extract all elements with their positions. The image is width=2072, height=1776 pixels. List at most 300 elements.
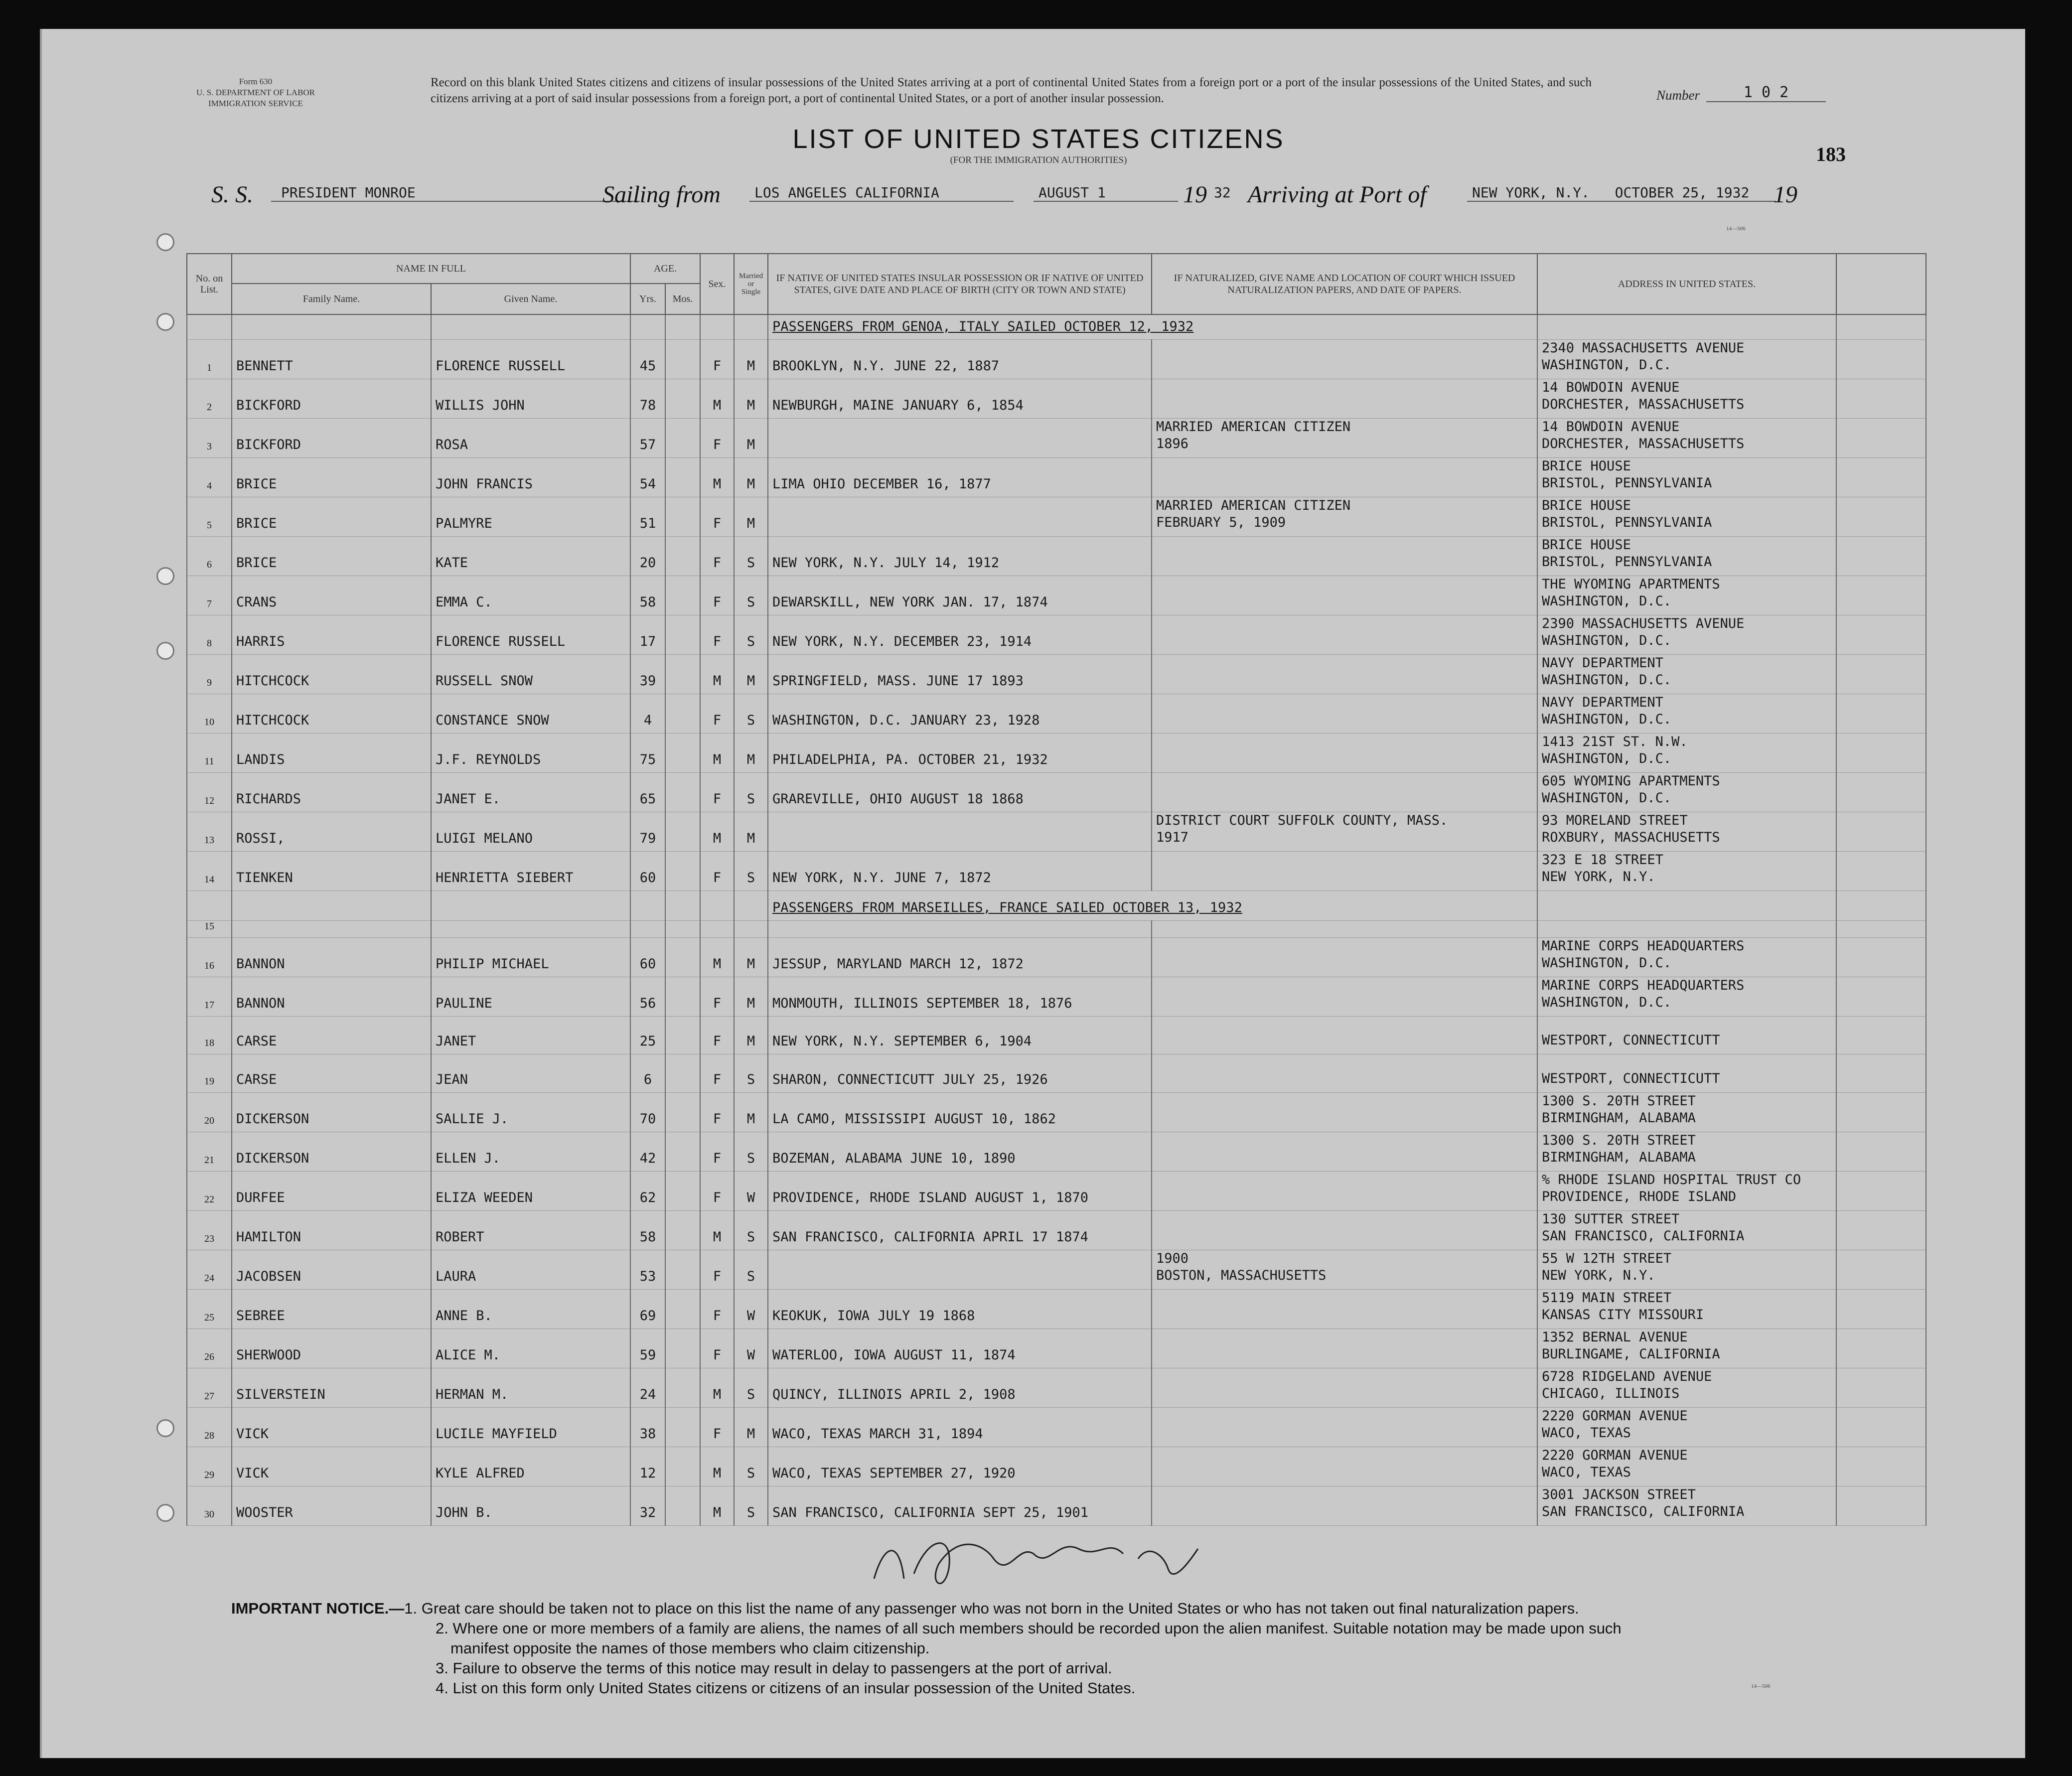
naturalization-cell xyxy=(1152,851,1537,890)
age-months-cell xyxy=(665,497,700,536)
punch-hole xyxy=(156,313,174,331)
family-name-cell: HAMILTON xyxy=(232,1210,431,1250)
blank-cell xyxy=(1836,772,1926,812)
given-name-cell: HERMAN M. xyxy=(431,1368,630,1407)
address-cell xyxy=(1537,1250,1836,1289)
section-heading-genoa: PASSENGERS FROM GENOA, ITALY SAILED OCTOBER 12, 1932 xyxy=(768,314,1537,339)
address-line-1: 6728 RIDGELAND AVENUE xyxy=(1542,1368,1712,1384)
address-line-2: DORCHESTER, MASSACHUSETTS xyxy=(1542,396,1745,412)
naturalization-cell xyxy=(1152,654,1537,694)
birth-place-date-cell: JESSUP, MARYLAND MARCH 12, 1872 xyxy=(768,937,1152,977)
age-months-cell xyxy=(665,576,700,615)
blank-cell xyxy=(1836,851,1926,890)
address-line-2: WASHINGTON, D.C. xyxy=(1542,593,1672,609)
sex-cell: F xyxy=(700,576,734,615)
table-row xyxy=(187,694,1926,733)
birth-place-date-cell xyxy=(768,418,1152,457)
sex-cell: M xyxy=(700,1447,734,1486)
row-number-cell: 29 xyxy=(187,1447,232,1486)
naturalization-cell xyxy=(1152,920,1537,937)
birth-place-date-cell: BROOKLYN, N.Y. JUNE 22, 1887 xyxy=(768,339,1152,379)
address-line-1: NAVY DEPARTMENT xyxy=(1542,655,1663,671)
naturalization-cell xyxy=(1152,977,1537,1016)
row-number-cell: 4 xyxy=(187,457,232,497)
address-line-2: WACO, TEXAS xyxy=(1542,1464,1631,1480)
sex-cell: M xyxy=(700,379,734,418)
naturalization-cell xyxy=(1152,733,1537,772)
punch-hole xyxy=(156,642,174,660)
address-cell xyxy=(1537,615,1836,654)
age-months-cell xyxy=(665,1132,700,1171)
row-number-cell: 2 xyxy=(187,379,232,418)
table-row xyxy=(187,1447,1926,1486)
notice-item-3: 3. Failure to observe the terms of this notice may result in delay to passengers at the port of arrival. xyxy=(436,1659,1112,1677)
sex-cell: F xyxy=(700,772,734,812)
marital-status-cell: S xyxy=(734,1486,768,1525)
address-line-1: 55 W 12TH STREET xyxy=(1542,1250,1672,1266)
address-cell xyxy=(1537,457,1836,497)
naturalization-cell xyxy=(1152,418,1537,457)
table-row xyxy=(187,1486,1926,1525)
col-no-header: No. on List. xyxy=(187,254,232,314)
address-line-2: WASHINGTON, D.C. xyxy=(1542,790,1672,806)
family-name-cell: CARSE xyxy=(232,1054,431,1093)
age-years-cell: 45 xyxy=(630,339,665,379)
year-suffix: 32 xyxy=(1214,184,1231,201)
age-years-cell: 17 xyxy=(630,615,665,654)
blank-cell xyxy=(1836,1407,1926,1447)
address-line-2: WESTPORT, CONNECTICUTT xyxy=(1542,1070,1720,1086)
form-code-top: 14—506 xyxy=(1726,226,1746,232)
address-line-2: BRISTOL, PENNSYLVANIA xyxy=(1542,514,1712,530)
naturalization-line-1: MARRIED AMERICAN CITIZEN xyxy=(1156,419,1351,435)
age-years-cell: 59 xyxy=(630,1329,665,1368)
row-number-cell: 11 xyxy=(187,733,232,772)
given-name-cell: JANET E. xyxy=(431,772,630,812)
age-months-cell xyxy=(665,1210,700,1250)
number-value: 1 0 2 xyxy=(1706,84,1826,102)
birth-place-date-cell: QUINCY, ILLINOIS APRIL 2, 1908 xyxy=(768,1368,1152,1407)
marital-status-cell: M xyxy=(734,379,768,418)
address-line-2: SAN FRANCISCO, CALIFORNIA xyxy=(1542,1228,1745,1244)
age-months-cell xyxy=(665,1092,700,1132)
naturalization-cell xyxy=(1152,1054,1537,1093)
marital-status-cell: S xyxy=(734,615,768,654)
address-line-1: BRICE HOUSE xyxy=(1542,458,1631,474)
marital-status-cell: S xyxy=(734,772,768,812)
row-number-cell: 12 xyxy=(187,772,232,812)
table-row xyxy=(187,536,1926,576)
naturalization-line-1: DISTRICT COURT SUFFOLK COUNTY, MASS. xyxy=(1156,812,1448,828)
table-row xyxy=(187,977,1926,1016)
naturalization-cell xyxy=(1152,339,1537,379)
marital-status-cell: S xyxy=(734,1132,768,1171)
sex-cell: F xyxy=(700,694,734,733)
table-row xyxy=(187,1329,1926,1368)
given-name-cell: ELIZA WEEDEN xyxy=(431,1171,630,1210)
blank-cell xyxy=(1836,694,1926,733)
ss-label: S. S. xyxy=(211,181,253,208)
age-months-cell xyxy=(665,812,700,851)
table-row xyxy=(187,615,1926,654)
age-years-cell: 58 xyxy=(630,576,665,615)
row-number-cell: 1 xyxy=(187,339,232,379)
address-line-1: 1352 BERNAL AVENUE xyxy=(1542,1329,1688,1345)
blank-cell xyxy=(1836,379,1926,418)
section-heading-marseilles: PASSENGERS FROM MARSEILLES, FRANCE SAILED OCTOBER 13, 1932 xyxy=(768,890,1537,920)
address-line-1: 1300 S. 20TH STREET xyxy=(1542,1132,1696,1148)
age-years-cell: 75 xyxy=(630,733,665,772)
given-name-cell: PAULINE xyxy=(431,977,630,1016)
address-cell xyxy=(1537,339,1836,379)
sex-cell: F xyxy=(700,418,734,457)
address-line-2: WASHINGTON, D.C. xyxy=(1542,357,1672,373)
sex-cell: F xyxy=(700,1092,734,1132)
address-line-2: WESTPORT, CONNECTICUTT xyxy=(1542,1033,1720,1048)
age-months-cell xyxy=(665,615,700,654)
col-blank-header xyxy=(1836,254,1926,314)
age-years-cell: 42 xyxy=(630,1132,665,1171)
blank-cell xyxy=(1836,1210,1926,1250)
address-line-2: CHICAGO, ILLINOIS xyxy=(1542,1385,1680,1401)
family-name-cell: BRICE xyxy=(232,497,431,536)
address-cell xyxy=(1537,418,1836,457)
page-title: LIST OF UNITED STATES CITIZENS xyxy=(792,124,1285,154)
sex-cell: M xyxy=(700,1210,734,1250)
header-row-top xyxy=(187,254,1926,284)
address-line-1: 2390 MASSACHUSETTS AVENUE xyxy=(1542,615,1745,631)
table-row xyxy=(187,772,1926,812)
marital-status-cell: W xyxy=(734,1171,768,1210)
marital-status-cell: S xyxy=(734,1368,768,1407)
manifest-page xyxy=(40,29,2025,1758)
form-id xyxy=(196,76,315,109)
naturalization-cell xyxy=(1152,1016,1537,1054)
service: IMMIGRATION SERVICE xyxy=(208,99,303,108)
table-row xyxy=(187,654,1926,694)
birth-place-date-cell: NEW YORK, N.Y. JULY 14, 1912 xyxy=(768,536,1152,576)
birth-place-date-cell: WASHINGTON, D.C. JANUARY 23, 1928 xyxy=(768,694,1152,733)
marital-status-cell: M xyxy=(734,1016,768,1054)
row-number-cell: 13 xyxy=(187,812,232,851)
col-sex-header: Sex. xyxy=(700,254,734,314)
naturalization-line-2: 1917 xyxy=(1156,829,1189,845)
birth-place-date-cell: LIMA OHIO DECEMBER 16, 1877 xyxy=(768,457,1152,497)
inspector-signature xyxy=(869,1524,1208,1599)
marital-status-cell: M xyxy=(734,654,768,694)
address-line-2: BURLINGAME, CALIFORNIA xyxy=(1542,1346,1720,1362)
address-line-2: WACO, TEXAS xyxy=(1542,1425,1631,1441)
birth-place-date-cell xyxy=(768,920,1152,937)
birth-place-date-cell: LA CAMO, MISSISSIPI AUGUST 10, 1862 xyxy=(768,1092,1152,1132)
row-number-cell: 3 xyxy=(187,418,232,457)
blank-cell xyxy=(1836,733,1926,772)
birth-place-date-cell xyxy=(768,1250,1152,1289)
blank-cell xyxy=(1836,920,1926,937)
age-years-cell: 38 xyxy=(630,1407,665,1447)
instructions: Record on this blank United States citizens and citizens of insular possessions of the United States arriving at a port of continental United States from a foreign port or a port of the insular possessions of the United States, and such citizens arriving at a port of said insular possessions from a foreign port, a port of continental United States, or a port of another insular possession. xyxy=(431,76,1592,105)
age-years-cell: 51 xyxy=(630,497,665,536)
marital-status-cell: M xyxy=(734,418,768,457)
blank-cell xyxy=(1836,497,1926,536)
section-row xyxy=(187,890,1926,920)
birth-place-date-cell: NEW YORK, N.Y. SEPTEMBER 6, 1904 xyxy=(768,1016,1152,1054)
address-cell xyxy=(1537,576,1836,615)
address-line-2: WASHINGTON, D.C. xyxy=(1542,632,1672,648)
arriving-port xyxy=(1467,184,1776,202)
table-row xyxy=(187,1407,1926,1447)
given-name-cell: KYLE ALFRED xyxy=(431,1447,630,1486)
family-name-cell: DICKERSON xyxy=(232,1132,431,1171)
age-months-cell xyxy=(665,772,700,812)
given-name-cell: SALLIE J. xyxy=(431,1092,630,1132)
punch-hole xyxy=(156,567,174,585)
given-name-cell: FLORENCE RUSSELL xyxy=(431,615,630,654)
blank-cell xyxy=(1836,977,1926,1016)
family-name-cell: CARSE xyxy=(232,1016,431,1054)
notice-item-1: 1. Great care should be taken not to place on this list the name of any passenger who was not born in the United States or who has not taken out final naturalization papers. xyxy=(404,1600,1579,1617)
marital-status-cell: M xyxy=(734,977,768,1016)
age-years-cell: 24 xyxy=(630,1368,665,1407)
notice-heading: IMPORTANT NOTICE.— xyxy=(231,1600,405,1617)
given-name-cell xyxy=(431,920,630,937)
row-number-cell: 14 xyxy=(187,851,232,890)
family-name-cell: HARRIS xyxy=(232,615,431,654)
birth-place-date-cell: MONMOUTH, ILLINOIS SEPTEMBER 18, 1876 xyxy=(768,977,1152,1016)
address-cell xyxy=(1537,654,1836,694)
col-birth-header: IF NATIVE OF UNITED STATES INSULAR POSSESSION OR IF NATIVE OF UNITED STATES, GIVE DATE AND PLACE OF BIRTH (CITY OR TOWN AND STATE) xyxy=(768,254,1152,314)
family-name-cell: RICHARDS xyxy=(232,772,431,812)
table-row xyxy=(187,733,1926,772)
table-row xyxy=(187,1210,1926,1250)
given-name-cell: JANET xyxy=(431,1016,630,1054)
marital-status-cell: M xyxy=(734,457,768,497)
blank-cell xyxy=(1836,1368,1926,1407)
table-row xyxy=(187,1171,1926,1210)
marital-status-cell: W xyxy=(734,1289,768,1329)
address-line-2: PROVIDENCE, RHODE ISLAND xyxy=(1542,1188,1737,1204)
blank-cell xyxy=(1836,1250,1926,1289)
blank-cell xyxy=(1836,1447,1926,1486)
number-label: Number xyxy=(1656,88,1700,103)
age-years-cell: 62 xyxy=(630,1171,665,1210)
sex-cell: F xyxy=(700,1171,734,1210)
marital-status-cell: M xyxy=(734,937,768,977)
row-number-cell: 15 xyxy=(187,920,232,937)
address-line-2: DORCHESTER, MASSACHUSETTS xyxy=(1542,436,1745,451)
family-name-cell: HITCHCOCK xyxy=(232,654,431,694)
address-line-1: MARINE CORPS HEADQUARTERS xyxy=(1542,938,1745,954)
naturalization-cell xyxy=(1152,1092,1537,1132)
sex-cell: F xyxy=(700,1407,734,1447)
naturalization-cell xyxy=(1152,1329,1537,1368)
row-number-cell: 25 xyxy=(187,1289,232,1329)
blank-cell xyxy=(1836,1016,1926,1054)
address-line-1: 2340 MASSACHUSETTS AVENUE xyxy=(1542,340,1745,356)
sex-cell: F xyxy=(700,1016,734,1054)
address-line-1: BRICE HOUSE xyxy=(1542,537,1631,553)
birth-place-date-cell: BOZEMAN, ALABAMA JUNE 10, 1890 xyxy=(768,1132,1152,1171)
family-name-cell: HITCHCOCK xyxy=(232,694,431,733)
address-cell xyxy=(1537,772,1836,812)
age-months-cell xyxy=(665,1250,700,1289)
address-cell xyxy=(1537,694,1836,733)
row-number-cell: 17 xyxy=(187,977,232,1016)
address-line-1: THE WYOMING APARTMENTS xyxy=(1542,576,1720,592)
important-notice xyxy=(231,1599,1622,1698)
family-name-cell: BENNETT xyxy=(232,339,431,379)
age-months-cell xyxy=(665,379,700,418)
address-cell xyxy=(1537,1447,1836,1486)
sex-cell: F xyxy=(700,1329,734,1368)
age-years-cell: 4 xyxy=(630,694,665,733)
sailing-date: AUGUST 1 xyxy=(1034,184,1178,202)
birth-place-date-cell: SPRINGFIELD, MASS. JUNE 17 1893 xyxy=(768,654,1152,694)
given-name-cell: J.F. REYNOLDS xyxy=(431,733,630,772)
blank-cell xyxy=(1836,1486,1926,1525)
birth-place-date-cell xyxy=(768,812,1152,851)
col-family-header: Family Name. xyxy=(232,284,431,314)
address-cell xyxy=(1537,851,1836,890)
naturalization-cell xyxy=(1152,812,1537,851)
blank-cell xyxy=(1836,654,1926,694)
sex-cell: F xyxy=(700,339,734,379)
blank-cell xyxy=(1836,1289,1926,1329)
given-name-cell: FLORENCE RUSSELL xyxy=(431,339,630,379)
row-number-cell: 5 xyxy=(187,497,232,536)
address-line-2: BRISTOL, PENNSYLVANIA xyxy=(1542,475,1712,491)
address-cell xyxy=(1537,1329,1836,1368)
sex-cell: M xyxy=(700,1368,734,1407)
marital-status-cell: M xyxy=(734,812,768,851)
table-row xyxy=(187,576,1926,615)
address-cell xyxy=(1537,379,1836,418)
given-name-cell: LUCILE MAYFIELD xyxy=(431,1407,630,1447)
given-name-cell: ROSA xyxy=(431,418,630,457)
age-months-cell xyxy=(665,1171,700,1210)
age-years-cell: 32 xyxy=(630,1486,665,1525)
address-cell xyxy=(1537,1054,1836,1093)
address-line-2: WASHINGTON, D.C. xyxy=(1542,672,1672,688)
punch-hole xyxy=(156,233,174,251)
naturalization-cell xyxy=(1152,576,1537,615)
notice-item-2a: 2. Where one or more members of a family are aliens, the names of all such members should be recorded upon the alien manifest. Suitable notation may be made upon such xyxy=(436,1620,1622,1637)
address-cell xyxy=(1537,733,1836,772)
sex-cell: F xyxy=(700,497,734,536)
table-row xyxy=(187,1132,1926,1171)
birth-place-date-cell: SAN FRANCISCO, CALIFORNIA APRIL 17 1874 xyxy=(768,1210,1152,1250)
address-cell xyxy=(1537,1407,1836,1447)
blank-cell xyxy=(1836,937,1926,977)
given-name-cell: RUSSELL SNOW xyxy=(431,654,630,694)
age-months-cell xyxy=(665,1447,700,1486)
naturalization-cell xyxy=(1152,379,1537,418)
address-line-1: 605 WYOMING APARTMENTS xyxy=(1542,773,1720,789)
marital-status-cell: S xyxy=(734,536,768,576)
marital-status-cell: M xyxy=(734,733,768,772)
age-months-cell xyxy=(665,977,700,1016)
birth-place-date-cell: WATERLOO, IOWA AUGUST 11, 1874 xyxy=(768,1329,1152,1368)
naturalization-cell xyxy=(1152,1132,1537,1171)
form-code-bottom: 14—506 xyxy=(1751,1683,1771,1689)
blank-cell xyxy=(1836,615,1926,654)
address-cell xyxy=(1537,1210,1836,1250)
row-number-cell: 28 xyxy=(187,1407,232,1447)
sex-cell xyxy=(700,920,734,937)
address-line-1: 1300 S. 20TH STREET xyxy=(1542,1093,1696,1109)
birth-place-date-cell: NEW YORK, N.Y. DECEMBER 23, 1914 xyxy=(768,615,1152,654)
naturalization-cell xyxy=(1152,694,1537,733)
col-married-header: Married or Single xyxy=(734,254,768,314)
department: U. S. DEPARTMENT OF LABOR xyxy=(196,88,315,97)
given-name-cell: LAURA xyxy=(431,1250,630,1289)
age-months-cell xyxy=(665,536,700,576)
birth-place-date-cell: GRAREVILLE, OHIO AUGUST 18 1868 xyxy=(768,772,1152,812)
naturalization-cell xyxy=(1152,497,1537,536)
row-number-cell: 23 xyxy=(187,1210,232,1250)
section-row xyxy=(187,314,1926,339)
sex-cell: F xyxy=(700,977,734,1016)
age-months-cell xyxy=(665,1329,700,1368)
col-mos-header: Mos. xyxy=(665,284,700,314)
address-line-1: 130 SUTTER STREET xyxy=(1542,1211,1680,1227)
address-cell xyxy=(1537,1368,1836,1407)
address-line-1: 14 BOWDOIN AVENUE xyxy=(1542,419,1680,435)
naturalization-cell xyxy=(1152,772,1537,812)
row-number-cell: 19 xyxy=(187,1054,232,1093)
given-name-cell: WILLIS JOHN xyxy=(431,379,630,418)
birth-place-date-cell xyxy=(768,497,1152,536)
blank-cell xyxy=(1836,1171,1926,1210)
form-number: Form 630 xyxy=(239,77,273,86)
marital-status-cell xyxy=(734,920,768,937)
age-years-cell: 53 xyxy=(630,1250,665,1289)
row-number-cell: 27 xyxy=(187,1368,232,1407)
naturalization-line-2: 1896 xyxy=(1156,436,1189,451)
age-years-cell: 79 xyxy=(630,812,665,851)
col-age-header: AGE. xyxy=(630,254,700,284)
row-number-cell: 10 xyxy=(187,694,232,733)
row-number-cell: 30 xyxy=(187,1486,232,1525)
family-name-cell: BANNON xyxy=(232,937,431,977)
age-months-cell xyxy=(665,1016,700,1054)
age-months-cell xyxy=(665,1054,700,1093)
given-name-cell: ALICE M. xyxy=(431,1329,630,1368)
blank-cell xyxy=(1836,1132,1926,1171)
marital-status-cell: S xyxy=(734,576,768,615)
naturalization-line-1: 1900 xyxy=(1156,1250,1189,1266)
row-number-cell: 8 xyxy=(187,615,232,654)
address-line-2: WASHINGTON, D.C. xyxy=(1542,994,1672,1010)
address-cell xyxy=(1537,812,1836,851)
address-line-2: BIRMINGHAM, ALABAMA xyxy=(1542,1149,1696,1165)
birth-place-date-cell: NEW YORK, N.Y. JUNE 7, 1872 xyxy=(768,851,1152,890)
family-name-cell: WOOSTER xyxy=(232,1486,431,1525)
marital-status-cell: S xyxy=(734,851,768,890)
family-name-cell: SILVERSTEIN xyxy=(232,1368,431,1407)
col-yrs-header: Yrs. xyxy=(630,284,665,314)
age-months-cell xyxy=(665,1407,700,1447)
age-months-cell xyxy=(665,418,700,457)
row-number-cell: 26 xyxy=(187,1329,232,1368)
address-line-1: 2220 GORMAN AVENUE xyxy=(1542,1447,1688,1463)
naturalization-cell xyxy=(1152,1407,1537,1447)
family-name-cell: CRANS xyxy=(232,576,431,615)
address-line-1: 5119 MAIN STREET xyxy=(1542,1290,1672,1306)
table-row xyxy=(187,851,1926,890)
sailing-label: Sailing from xyxy=(602,181,721,208)
birth-place-date-cell: WACO, TEXAS SEPTEMBER 27, 1920 xyxy=(768,1447,1152,1486)
